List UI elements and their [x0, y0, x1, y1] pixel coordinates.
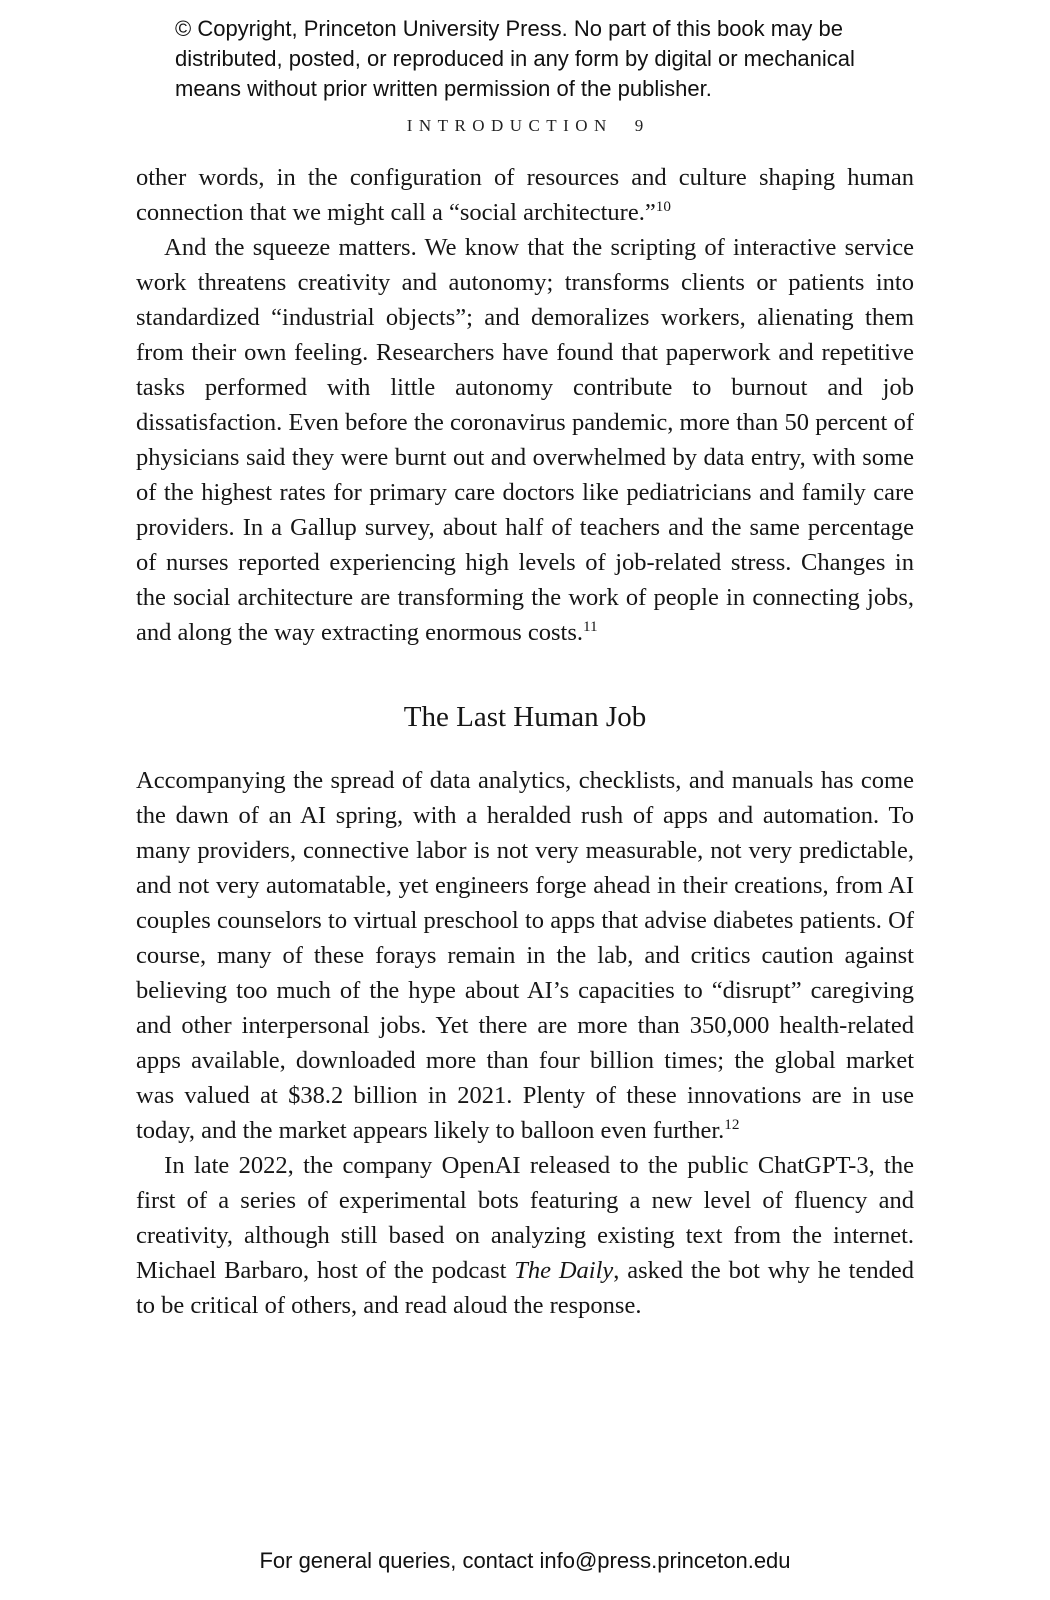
text-run: The Daily: [514, 1257, 614, 1284]
text-run: In late 2022, the company OpenAI released to the public ChatGPT-3, the first of a series of experimental bots featuring a new level of fluency and creativity, although still based on analyzing existing text from the internet. Michael Barbaro, host of the podcast: [136, 1152, 914, 1284]
paragraph-3: [136, 763, 914, 1148]
page-body: [136, 160, 914, 1323]
text-run: And the squeeze matters. We know that the scripting of interactive service work threatens creativity and autonomy; transforms clients or patients into standardized “industrial objects”; and demoralizes workers, alienating them from their own feeling. Researchers have found that paperwork and repetitive tasks performed with little autonomy contribute to burnout and job dissatisfaction. Even before the coronavirus pandemic, more than 50 percent of physicians said they were burnt out and overwhelmed by data entry, with some of the highest rates for primary care doctors like pediatricians and family care providers. In a Gallup survey, about half of teachers and the same percentage of nurses reported experiencing high levels of job-related stress. Changes in the social architecture are transforming the work of people in connecting jobs, and along the way extracting enormous costs.: [136, 234, 914, 646]
text-run: other words, in the configuration of resources and culture shaping human connection that we might call a “social architecture.”: [136, 164, 914, 226]
section-heading: The Last Human Job: [403, 701, 647, 733]
footnote-marker: 11: [583, 617, 598, 635]
copyright-notice: © Copyright, Princeton University Press. No part of this book may be distributed, posted, or reproduced in any form by digital or mechanical means without prior written permission of the publisher.: [175, 16, 855, 101]
paragraph-1: [136, 160, 914, 230]
running-header-title: INTRODUCTION: [406, 116, 613, 135]
footer-contact: For general queries, contact info@press.princeton.edu: [259, 1548, 791, 1573]
footnote-marker: 10: [655, 197, 671, 215]
paragraph-4: [136, 1148, 914, 1323]
page-number: 9: [634, 116, 644, 135]
footnote-marker: 12: [724, 1115, 740, 1133]
text-run: Accompanying the spread of data analytics, checklists, and manuals has come the dawn of an AI spring, with a heralded rush of apps and automation. To many providers, connective labor is not very measurable, not very predictable, and not very automatable, yet engineers forge ahead in their creations, from AI couples counselors to virtual preschool to apps that advise diabetes patients. Of course, many of these forays remain in the lab, and critics caution against believing too much of the hype about AI’s capacities to “disrupt” caregiving and other interpersonal jobs. Yet there are more than 350,000 health-related apps available, downloaded more than four billion times; the global market was valued at $38.2 billion in 2021. Plenty of these innovations are in use today, and the market appears likely to balloon even further.: [136, 767, 914, 1144]
text-run: , asked the bot why he tended to be critical of others, and read aloud the response.: [136, 1257, 914, 1319]
running-header: [0, 116, 1050, 136]
paragraph-2: [136, 230, 914, 650]
